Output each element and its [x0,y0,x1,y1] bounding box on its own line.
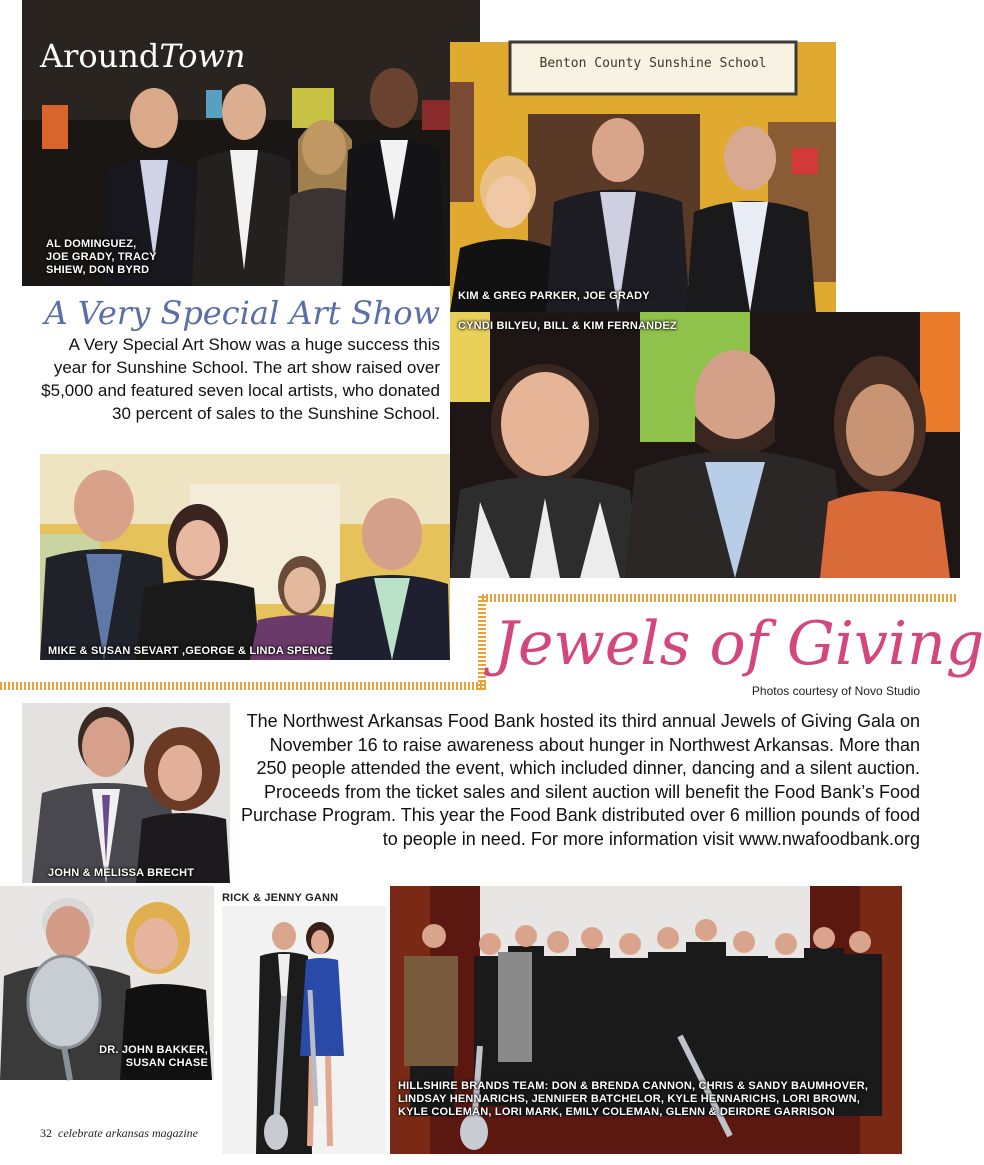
photo-art-show-group-4 [40,454,450,660]
caption-photo1: AL DOMINGUEZ, JOE GRADY, TRACY SHIEW, DON BYRD [46,238,157,276]
jewels-body: The Northwest Arkansas Food Bank hosted its third annual Jewels of Giving Gala on November 16 to raise awareness about hunger in Northwest Arkansas. More than 250 people attended the event, which included dinner, dancing and a silent auction. Proceeds from the ticket sales and silent auction will benefit the Food Bank’s Food Purchase Program. This year the Food Bank distributed over 6 million pounds of food to people in need. For more information visit www.nwafoodbank.org [240,711,920,849]
photo-jewels-hillshire-team [390,886,902,1154]
caption-photo5: JOHN & MELISSA BRECHT [48,867,195,879]
magazine-name: celebrate arkansas magazine [58,1126,198,1140]
around-town-heading [40,36,246,76]
caption-photo8: HILLSHIRE BRANDS TEAM: DON & BRENDA CANNON, CHRIS & SANDY BAUMHOVER, LINDSAY HENNARICHS, JENNIFER BATCHELOR, KYLE HENNARICHS, LORI BROWN, KYLE COLEMAN, LORI MARK, EMILY COLEMAN, GLENN & DEIRDRE GARRISON [398,1080,869,1118]
dotted-rule-upper [482,594,958,602]
dotted-rule-lower [0,682,486,690]
caption-photo7: RICK & JENNY GANN [222,892,339,904]
art-show-title: A Very Special Art Show [44,294,440,332]
photo-jewels-bakker [0,886,214,1080]
caption-photo6: DR. JOHN BAKKER, SUSAN CHASE [99,1044,208,1069]
jewels-title: Jewels of Giving [494,609,984,679]
town-word: Town [159,37,246,75]
caption-photo4: MIKE & SUSAN SEVART ,GEORGE & LINDA SPENCE [48,645,334,657]
photo-art-show-group-2 [450,42,836,312]
photo-jewels-brecht [22,703,230,883]
school-sign: Benton County Sunshine School [539,56,767,71]
page-footer [40,1126,198,1141]
photo-art-show-group-3 [450,312,960,578]
page-number: 32 [40,1126,52,1140]
caption-photo3: CYNDI BILYEU, BILL & KIM FERNANDEZ [458,320,677,332]
photo-art-show-group-1 [22,0,480,286]
photo-jewels-gann [222,892,386,1154]
around-word: Around [40,37,160,75]
dotted-rule-vertical [478,594,486,690]
caption-photo2: KIM & GREG PARKER, JOE GRADY [458,290,650,302]
photo-credit: Photos courtesy of Novo Studio [751,684,920,698]
art-show-body: A Very Special Art Show was a huge success this year for Sunshine School. The art show raised over $5,000 and featured seven local artists, who donated 30 percent of sales to the Sunshine School. [41,335,440,423]
